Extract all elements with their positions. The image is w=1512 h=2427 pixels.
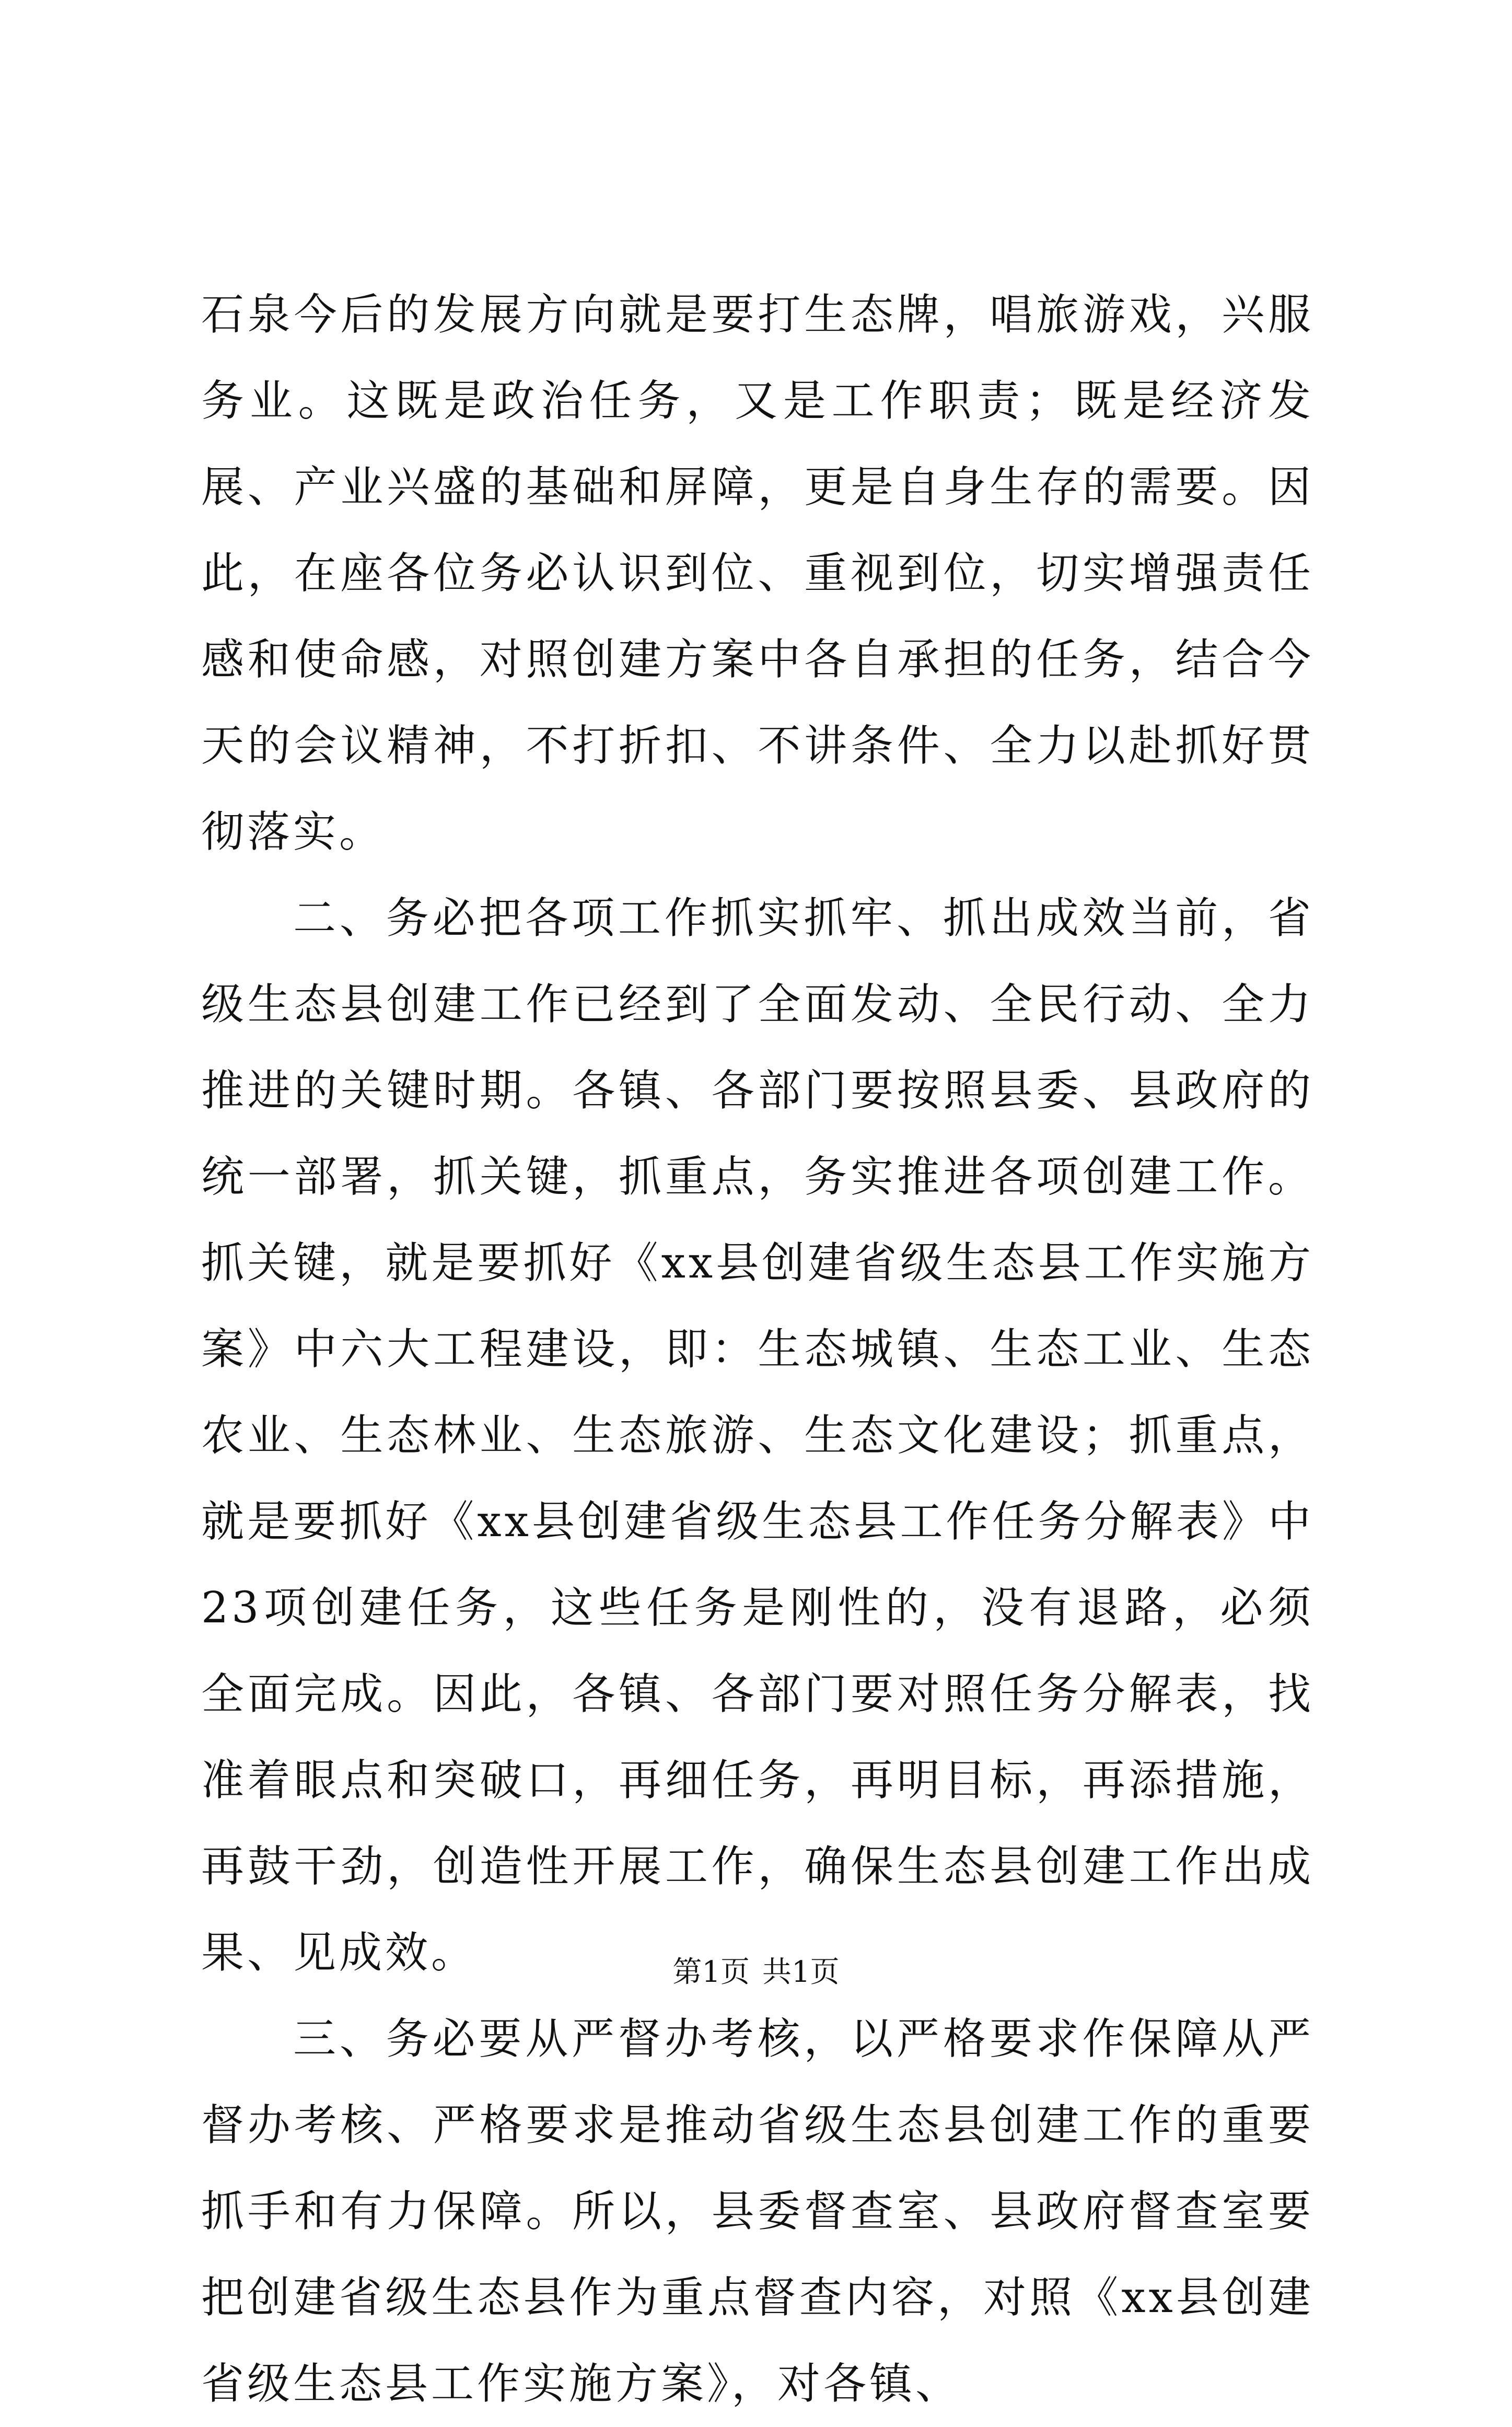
page-total: 共1页: [762, 1955, 840, 1989]
paragraph-3: 三、务必要从严督办考核，以严格要求作保障从严督办考核、严格要求是推动省级生态县创建工作的重要抓手和有力保障。所以，县委督查室、县政府督查室要把创建省级生态县作为重点督查内容，对照《xx县创建省级生态县工作实施方案》，对各镇、: [201, 2014, 1314, 2409]
paragraph-2: 二、务必把各项工作抓实抓牢、抓出成效当前，省级生态县创建工作已经到了全面发动、全民行动、全力推进的关键时期。各镇、各部门要按照县委、县政府的统一部署，抓关键，抓重点，务实推进各项创建工作。抓关键，就是要抓好《xx县创建省级生态县工作实施方案》中六大工程建设，即：生态城镇、生态工业、生态农业、生态林业、生态旅游、生态文化建设；抓重点，就是要抓好《xx县创建省级生态县工作任务分解表》中23项创建任务，这些任务是刚性的，没有退路，必须全面完成。因此，各镇、各部门要对照任务分解表，找准着眼点和突破口，再细任务，再明目标，再添措施，再鼓干劲，创造性开展工作，确保生态县创建工作出成果、见成效。: [201, 893, 1314, 1978]
document-body: [201, 272, 1314, 2427]
paragraph-1: 石泉今后的发展方向就是要打生态牌，唱旅游戏，兴服务业。这既是政治任务，又是工作职责；既是经济发展、产业兴盛的基础和屏障，更是自身生存的需要。因此，在座各位务必认识到位、重视到位，切实增强责任感和使命感，对照创建方案中各自承担的任务，结合今天的会议精神，不打折扣、不讲条件、全力以赴抓好贯彻落实。: [201, 290, 1314, 857]
page-footer: [0, 1952, 1512, 1993]
page-number: 第1页: [672, 1955, 750, 1989]
